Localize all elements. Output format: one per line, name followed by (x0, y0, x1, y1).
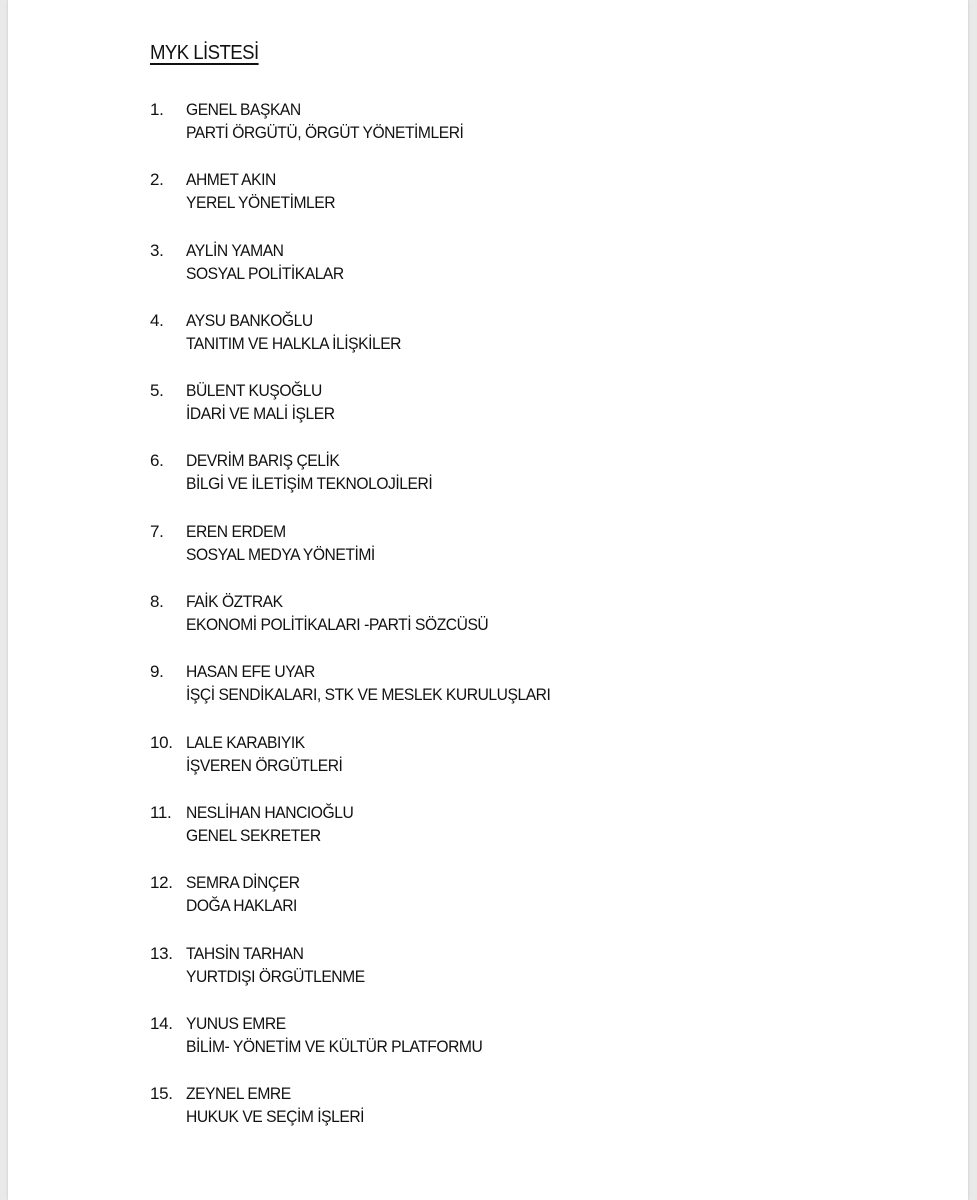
item-number: 6. (150, 451, 164, 471)
item-name: TAHSİN TARHAN (186, 943, 304, 963)
item-role: SOSYAL MEDYA YÖNETİMİ (186, 544, 375, 564)
item-role: GENEL SEKRETER (186, 825, 321, 845)
item-number: 9. (150, 662, 164, 682)
item-name: NESLİHAN HANCIOĞLU (186, 802, 354, 822)
item-name: EREN ERDEM (186, 521, 286, 541)
item-name: BÜLENT KUŞOĞLU (186, 381, 322, 401)
item-name: AYSU BANKOĞLU (186, 310, 313, 330)
page-title: MYK LİSTESİ (150, 42, 259, 64)
item-name: AHMET AKIN (186, 170, 276, 190)
item-number: 10. (150, 732, 173, 752)
item-role: İDARİ VE MALİ İŞLER (186, 404, 335, 424)
item-number: 4. (150, 310, 164, 330)
item-role: HUKUK VE SEÇİM İŞLERİ (186, 1107, 365, 1127)
item-name: AYLİN YAMAN (186, 240, 284, 260)
item-number: 13. (150, 943, 173, 963)
item-number: 11. (150, 802, 172, 822)
item-name: SEMRA DİNÇER (186, 873, 300, 893)
item-number: 12. (150, 873, 173, 893)
item-number: 15. (150, 1084, 173, 1104)
item-name: YUNUS EMRE (186, 1013, 286, 1033)
item-role: PARTİ ÖRGÜTÜ, ÖRGÜT YÖNETİMLERİ (186, 123, 464, 142)
item-name: ZEYNEL EMRE (186, 1084, 291, 1104)
item-role: İŞVEREN ÖRGÜTLERİ (186, 755, 343, 775)
item-role: EKONOMİ POLİTİKALARI -PARTİ SÖZCÜSÜ (186, 615, 489, 635)
item-number: 14. (150, 1013, 173, 1033)
item-role: BİLGİ VE İLETİŞİM TEKNOLOJİLERİ (186, 474, 433, 494)
item-role: TANITIM VE HALKLA İLİŞKİLER (186, 333, 402, 353)
item-number: 1. (150, 100, 164, 119)
item-name: HASAN EFE UYAR (186, 662, 315, 682)
item-number: 8. (150, 592, 164, 612)
item-role: BİLİM- YÖNETİM VE KÜLTÜR PLATFORMU (186, 1036, 483, 1056)
item-name: GENEL BAŞKAN (186, 100, 301, 119)
item-role: YURTDIŞI ÖRGÜTLENME (186, 966, 365, 986)
item-role: YEREL YÖNETİMLER (186, 193, 336, 213)
item-name: FAİK ÖZTRAK (186, 592, 283, 612)
item-name: LALE KARABIYIK (186, 732, 305, 752)
item-number: 5. (150, 381, 164, 401)
item-role: SOSYAL POLİTİKALAR (186, 263, 344, 283)
item-role: İŞÇİ SENDİKALARI, STK VE MESLEK KURULUŞLARI (186, 685, 551, 705)
item-number: 7. (150, 521, 164, 541)
item-number: 2. (150, 170, 164, 190)
item-role: DOĞA HAKLARI (186, 896, 297, 916)
document-page (8, 0, 968, 1200)
item-number: 3. (150, 240, 164, 260)
item-name: DEVRİM BARIŞ ÇELİK (186, 451, 340, 471)
